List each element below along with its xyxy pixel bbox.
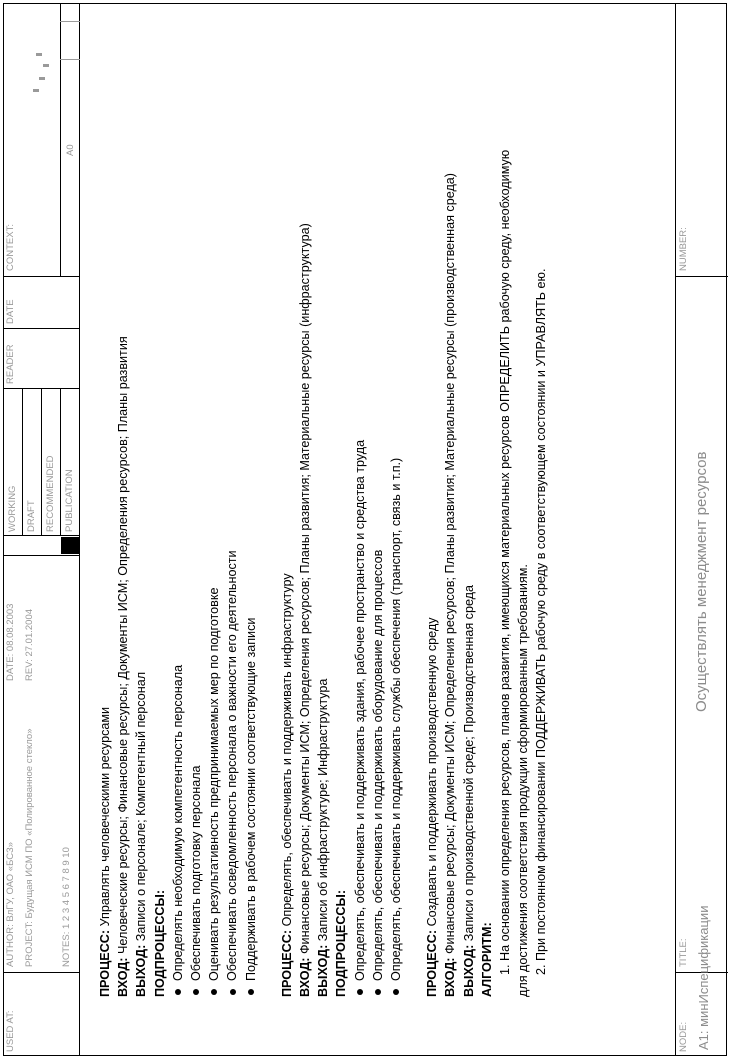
status-draft: DRAFT [26,500,37,532]
notes-field: NOTES: 1 2 3 4 5 6 7 8 9 10 [61,847,72,967]
subprocess-item [187,12,205,997]
process-label: ПРОЦЕСС: [425,929,440,997]
status-working: WORKING [7,485,18,532]
context-line [60,3,61,277]
algorithm-label: АЛГОРИТМ: [479,922,494,997]
subprocess-label: ПОДПРОЦЕССЫ: [334,889,349,997]
algorithm-steps [496,12,551,997]
title-label: TITLE: [678,938,689,967]
subprocess-item [387,12,405,997]
header-divider [3,972,80,973]
subprocess-item [205,12,223,997]
process-list [96,12,569,997]
output-label: ВЫХОД: [316,944,331,997]
algorithm-step-continuation: для достижения соответствия продукции сформированным требованиям. [516,564,531,997]
header-divider [3,276,80,277]
used-at-label: USED AT: [5,1010,16,1052]
subprocess-text: Определять, обеспечивать и поддерживать службы обеспечения (транспорт, связь и т.п.) [389,457,404,981]
process-block [278,12,405,997]
number-label: NUMBER: [678,227,689,271]
subprocess-text: Определять, обеспечивать и поддерживать здания, рабочее пространство и средства труда [352,439,367,981]
subprocess-text: Определять необходимую компетентность персонала [170,664,185,981]
process-label: ПРОЦЕСС: [98,929,112,997]
algorithm-step: 1. На основании определения ресурсов, планов развития, имеющихся материальных ресурсов ОПРЕДЕЛИТЬ рабочую среду, необходимую [498,149,513,975]
status-row-line [41,389,42,536]
rev-field: REV: 27.01.2004 [24,608,35,681]
input-label: ВХОД: [298,957,313,997]
node-value: A1: минИспецификации [696,905,711,1050]
context-label: CONTEXT: [5,224,16,271]
subprocess-item [223,12,241,997]
process-block [423,12,550,997]
author-field: AUTHOR: ВлГУ, ОАО «БСЗ» [5,842,16,967]
process-name: Определять, обеспечивать и поддерживать инфраструктуру [279,573,294,927]
subprocess-text: Обеспечивать осведомленность персонала о важности его деятельности [225,550,240,981]
subprocess-list [351,12,406,997]
subprocess-text: Поддерживать в рабочем состоянии соответствующие записи [243,617,258,981]
subprocess-item [242,12,260,997]
process-label: ПРОЦЕСС: [279,929,294,997]
subprocess-text: Обеспечивать подготовку персонала [189,765,204,981]
reader-label: READER [5,344,16,384]
process-output: Записи об инфраструктуре; Инфраструктура [316,678,331,942]
process-input: Финансовые ресурсы; Документы ИСМ; Определения ресурсов; Планы развития; Материальные ресурсы (производственная среда) [443,173,458,955]
diagram-title: Осуществлять менеджмент ресурсов [693,451,710,712]
process-input: Финансовые ресурсы; Документы ИСМ; Определения ресурсов; Планы развития; Материальные ресурсы (инфраструктура) [298,223,313,955]
input-label: ВХОД: [116,957,131,997]
subprocess-list [169,12,260,997]
subprocess-text: Оценивать результативность предпринимаемых мер по подготовке [207,587,222,981]
status-row-line [22,389,23,536]
status-row-line [60,389,61,536]
footer-divider [676,276,728,277]
algorithm-step: 2. При постоянном финансировании ПОДДЕРЖИВАТЬ рабочую среду в соответствующем состоянии и УПРАВЛЯТЬ ею. [534,268,549,975]
page-label: A0 [65,144,76,156]
process-input: Человеческие ресурсы; Финансовые ресурсы; Документы ИСМ; Определения ресурсов; Планы развития [116,336,131,955]
status-publication: PUBLICATION [64,469,75,532]
subprocess-item [351,12,369,997]
subprocess-label: ПОДПРОЦЕССЫ: [152,889,167,997]
subprocess-item [169,12,187,997]
node-label: NODE: [678,1021,689,1052]
header-divider [3,328,80,329]
date-field: DATE: 08.08.2003 [5,603,16,681]
header-divider [3,555,80,556]
input-label: ВХОД: [443,957,458,997]
subprocess-item [369,12,387,997]
project-field: PROJECT: Будущая ИСМ ПО «Полированное стекло» [24,728,35,967]
output-label: ВЫХОД: [461,944,476,997]
process-name: Управлять человеческими ресурсами [98,706,112,927]
process-name: Создавать и поддерживать производственную среду [425,617,440,927]
date2-label: DATE [5,299,16,324]
publication-marker [61,537,79,554]
output-label: ВЫХОД: [134,944,149,997]
footer-block [675,3,727,1056]
process-block [96,12,260,997]
subprocess-text: Определять, обеспечивать и поддерживать оборудование для процессов [370,549,385,981]
status-recommended: RECOMMENDED [45,455,56,532]
process-output: Записи о производственной среде; Производственная среда [461,584,476,942]
header-block [3,3,80,1056]
process-output: Записи о персонале; Компетентный персонал [134,671,149,942]
